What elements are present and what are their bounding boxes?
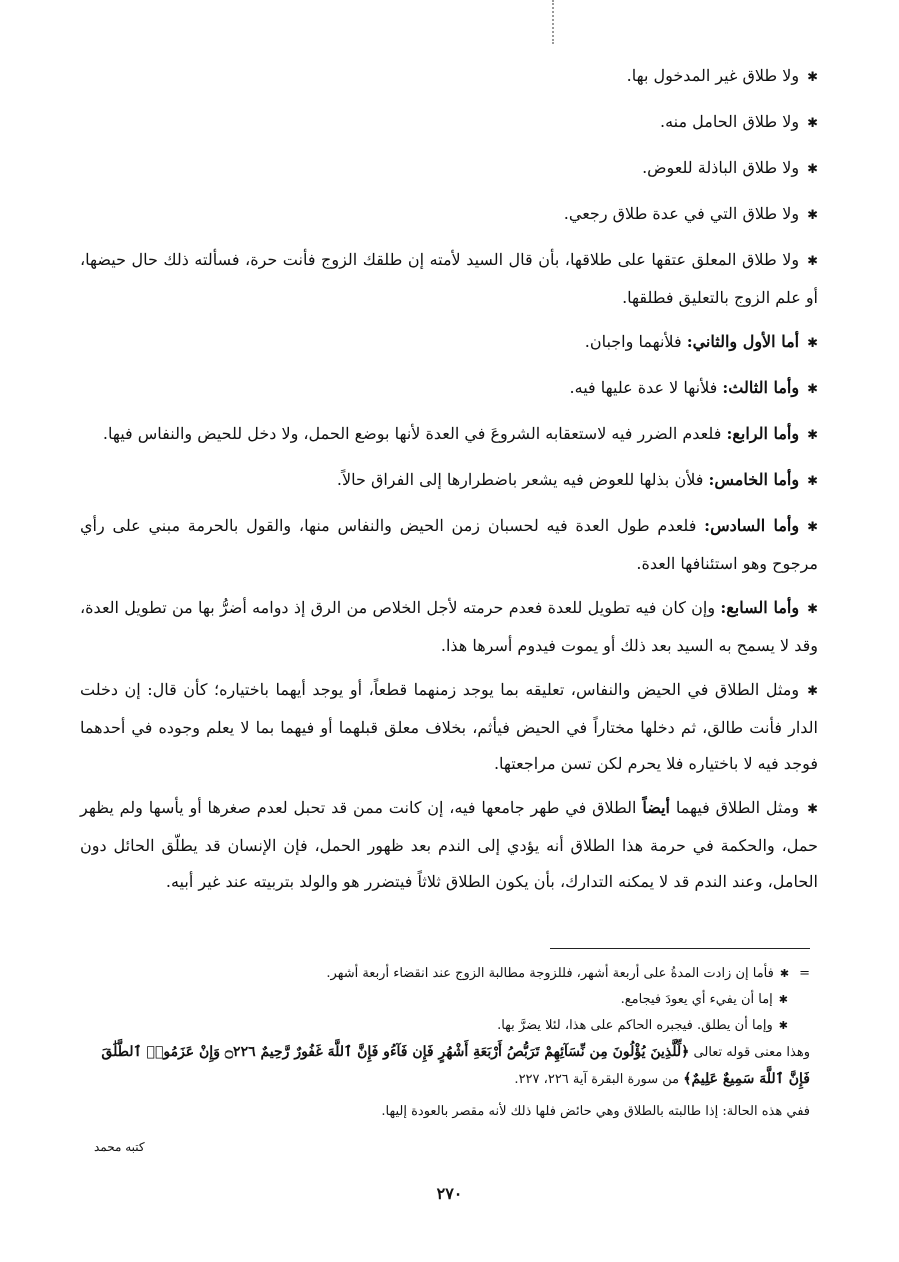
asterisk-icon: ✱: [807, 382, 818, 397]
asterisk-icon: ✱: [807, 70, 818, 85]
reason-text: وإن كان فيه تطويل للعدة فعدم حرمته لأجل الخلاص من الرق إذ دوامه أضرُّ بها من تطويل العدة، وقد لا يسمح به السيد بعد ذلك أو يموت فيدوم أسرها هذا.: [80, 598, 818, 655]
paragraph-item: ✱ولا طلاق الحامل منه.: [660, 112, 818, 131]
reason-item: [80, 590, 818, 664]
paragraph-item: ✱ولا طلاق التي في عدة طلاق رجعي.: [563, 204, 818, 223]
asterisk-icon: ✱: [778, 1019, 788, 1032]
reason-item: [80, 508, 818, 582]
reason-item: [80, 370, 818, 408]
emphasis-word: أيضاً: [642, 798, 670, 817]
reason-item: [80, 462, 818, 500]
asterisk-icon: ✱: [807, 162, 818, 177]
paragraph-item: ✱ومثل الطلاق في الحيض والنفاس، تعليقه بما يوجد زمنهما قطعاً، أو يوجد أيهما باختياره؛ كأن قال: إن دخلت الدار فأنت طالق، ثم دخلها مختاراً في الحيض فيأثم، بخلاف معلق قبلهما أو فيهما بما لا يعلم وجوده في أحدهما فوجد فيه لا باختياره فلا يحرم لكن تسن مراجعتها.: [80, 680, 819, 773]
main-text: [80, 58, 818, 908]
reason-text: فلعدم طول العدة فيه لحسبان زمن الحيض والنفاس منها، والقول بالحرمة مبني على رأي مرجوح وهو استئنافها العدة.: [80, 516, 818, 573]
continuation-mark: =: [799, 966, 810, 981]
asterisk-icon: ✱: [807, 254, 818, 269]
reason-text: فلأنها لا عدة عليها فيه.: [569, 378, 718, 397]
paragraph-item: ✱ولا طلاق غير المدخول بها.: [626, 66, 818, 85]
footnote-item: =✱فأما إن زادت المدةُ على أربعة أشهر، فللزوجة مطالبة الزوج عند انقضاء أربعة أشهر.: [326, 966, 810, 981]
reason-item: [80, 416, 818, 454]
asterisk-icon: ✱: [807, 474, 818, 489]
reason-label: وأما الرابع:: [726, 424, 800, 443]
reason-label: وأما السادس:: [704, 516, 800, 535]
asterisk-icon: ✱: [807, 336, 818, 351]
footnote-item: ففي هذه الحالة: إذا طالبته بالطلاق وهي حائض فلها ذلك لأنه مقصر بالعودة إليها.: [381, 1104, 810, 1119]
footnote-rule: [550, 948, 810, 949]
asterisk-icon: ✱: [807, 428, 818, 443]
quran-verse: ﴿لِّلَّذِينَ يُؤْلُونَ مِن نِّسَآئِهِمْ تَرَبُّصُ أَرْبَعَةِ أَشْهُرٍ فَإِن فَآءُو فَإِنَّ ٱللَّهَ غَفُورٌ رَّحِيمٌ ۝٢٢٦ وَإِنْ عَزَمُوا۟ ٱلطَّلَٰقَ فَإِنَّ ٱللَّهَ سَمِيعٌ عَلِيمٌ﴾: [101, 1044, 810, 1087]
reason-label: وأما الثالث:: [722, 378, 800, 397]
asterisk-icon: ✱: [807, 520, 818, 535]
asterisk-icon: ✱: [807, 116, 818, 131]
paragraph-item: ✱ومثل الطلاق فيهما أيضاً الطلاق في طهر جامعها فيه، إن كانت ممن قد تحبل لعدم صغرها أو يأسها ولم يظهر حمل، والحكمة في حرمة هذا الطلاق أنه يؤدي إلى الندم بعد ظهور الحمل، فإن الإنسان قد يطلّق الحائل دون الحامل، وعند الندم قد لا يمكنه التدارك، بأن يكون الطلاق ثلاثاً فيتضرر هو والولد بتربيته عند غير أبيه.: [80, 798, 819, 891]
reason-item: [80, 324, 818, 362]
page-number: ٢٧٠: [436, 1184, 463, 1203]
reason-label: أما الأول والثاني:: [686, 332, 800, 351]
footnotes: [80, 948, 810, 1125]
asterisk-icon: ✱: [807, 208, 818, 223]
asterisk-icon: ✱: [807, 602, 819, 617]
paragraph-item: ✱ولا طلاق المعلق عتقها على طلاقها، بأن قال السيد لأمته إن طلقك الزوج فأنت حرة، فسألته ذلك حال حيضها، أو علم الزوج بالتعليق فطلقها.: [80, 250, 818, 307]
asterisk-icon: ✱: [807, 684, 818, 699]
paragraph-item: ✱ولا طلاق الباذلة للعوض.: [642, 158, 818, 177]
footnote-item: ✱إما أن يفيء أي يعودَ فيجامع.: [620, 992, 788, 1007]
verse-reference: من سورة البقرة آية ٢٢٦، ٢٢٧.: [514, 1072, 680, 1087]
footnote-verse: وهذا معنى قوله تعالى ﴿لِّلَّذِينَ يُؤْلُونَ مِن نِّسَآئِهِمْ تَرَبُّصُ أَرْبَعَةِ أَشْهُرٍ فَإِن فَآءُو فَإِنَّ ٱللَّهَ غَفُورٌ رَّحِيمٌ ۝٢٢٦ وَإِنْ عَزَمُوا۟ ٱلطَّلَٰقَ فَإِنَّ ٱللَّهَ سَمِيعٌ عَلِيمٌ﴾ من سورة البقرة آية ٢٢٦، ٢٢٧.: [101, 1044, 810, 1087]
crop-mark: [552, 0, 554, 44]
asterisk-icon: ✱: [779, 967, 790, 980]
asterisk-icon: ✱: [778, 993, 788, 1006]
reason-text: فلأنهما واجبان.: [584, 332, 682, 351]
footnote-item: ✱وإما أن يطلق. فيجبره الحاكم على هذا، لئلا يضرَّ بها.: [497, 1018, 788, 1033]
asterisk-icon: ✱: [807, 802, 819, 817]
signature: كتبه محمد: [94, 1140, 145, 1154]
reason-label: وأما الخامس:: [708, 470, 800, 489]
reason-text: فلأن بذلها للعوض فيه يشعر باضطرارها إلى الفراق حالاً.: [336, 470, 704, 489]
reason-text: فلعدم الضرر فيه لاستعقابه الشروعَ في العدة لأنها بوضع الحمل، ولا دخل للحيض والنفاس فيها.: [102, 424, 722, 443]
reason-label: وأما السابع:: [720, 598, 800, 617]
